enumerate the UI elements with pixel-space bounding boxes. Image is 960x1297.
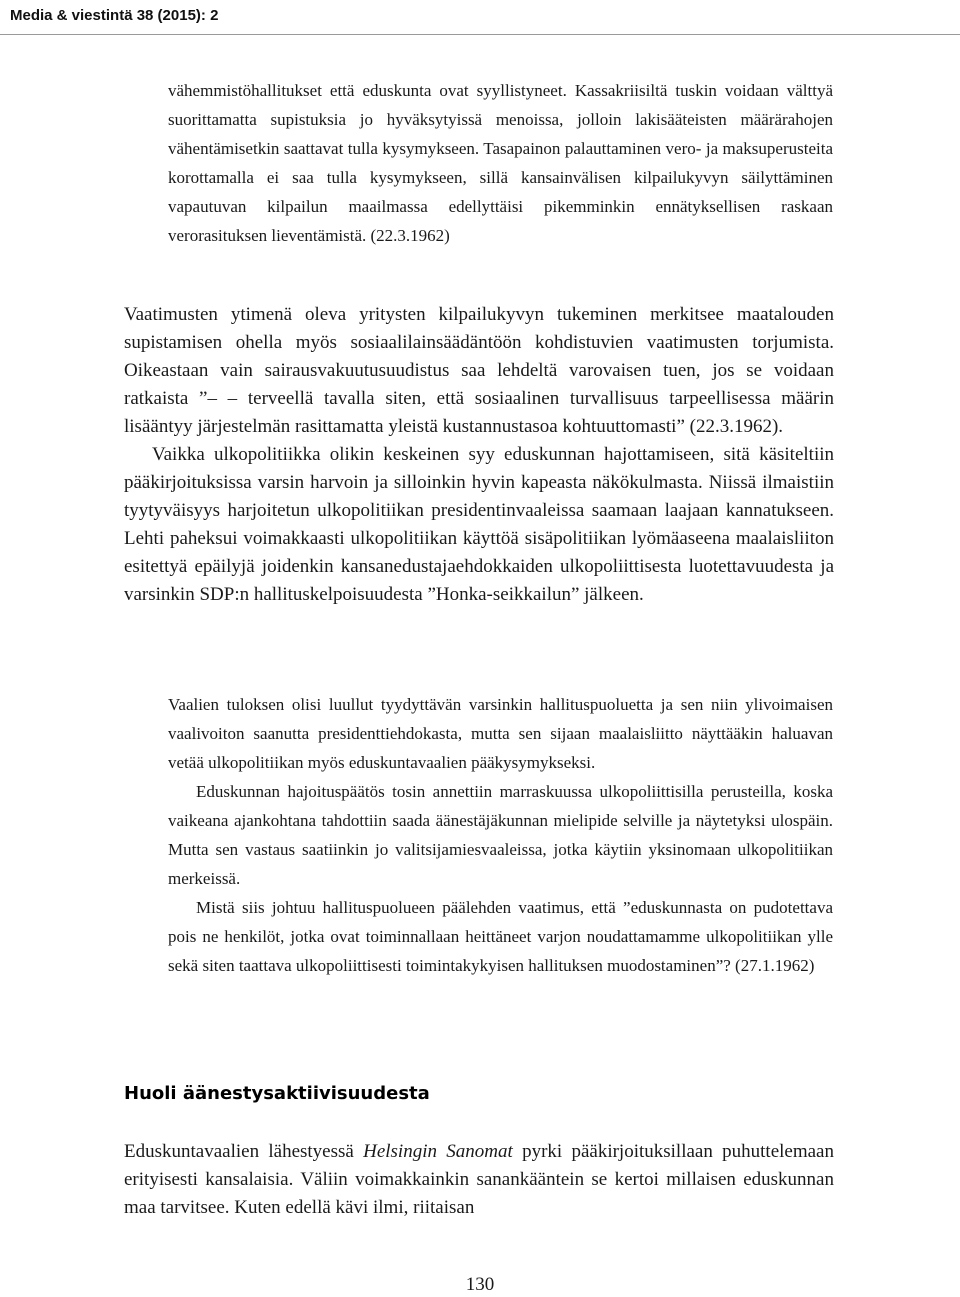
section-heading: Huoli äänestysaktiivisuudesta bbox=[124, 1083, 430, 1104]
text-run: pyrki pääkirjoituksillaan puhuttelemaan erityisesti kansalaisia. Väliin voimakkainkin sanankääntein se kertoi millaisen eduskunnan maa tarvitsee. Kuten edellä kävi ilmi, riitaisan bbox=[124, 1141, 834, 1218]
running-head bbox=[0, 0, 960, 35]
quote-paragraph: vähemmistöhallitukset että eduskunta ovat syyllistyneet. Kassakriisiltä tuskin voidaan välttyä suorittamatta supistuksia jo hyväksytyissä menoissa, jolloin lakisääteisten määrärahojen vähentämisetkin saattavat tulla kysymykseen. Tasapainon palauttaminen vero- ja maksuperusteita korottamalla ei saa tulla kysymykseen, sillä kansainvälisen kilpailukyvyn säilyttäminen vapautuvan kilpailun maailmassa edellyttäisi pikemminkin ennätyksellisen raskaan verorasituksen lieventämistä. (22.3.1962) bbox=[168, 81, 833, 245]
body-paragraph: Vaikka ulkopolitiikka olikin keskeinen syy eduskunnan hajottamiseen, sitä käsiteltiin pääkirjoituksissa varsin harvoin ja silloinkin hyvin kapeasta näkökulmasta. Niissä ilmaistiin tyytyväisyys harjoitetun ulkopolitiikan presidentinvaaleissa saamaan laajaan kannatukseen. Lehti paheksui voimakkaasti ulkopolitiikan käyttöä sisäpolitiikan lyömäaseena maalaisliiton esitettyä epäilyjä joidenkin kansanedustajaehdokkaiden ulkopoliittisesta luotettavuudesta ja varsinkin SDP:n hallituskelpoisuudesta ”Honka-seikkailun” jälkeen. bbox=[124, 444, 834, 605]
quote-paragraph: Mistä siis johtuu hallituspuolueen päälehden vaatimus, että ”eduskunnasta on pudotettava pois ne henkilöt, jotka ovat toiminnallaan heittäneet varjon noudattamamme ulkopolitiikan ylle sekä siten taattava ulkopoliittisesti toimintakykyisen hallituksen muodostaminen”? (27.1.1962) bbox=[168, 898, 833, 975]
quote-paragraph: Eduskunnan hajoituspäätös tosin annettiin marraskuussa ulkopoliittisilla perusteilla, koska vaikeana ajankohtana tahdottiin saada äänestäjäkunnan mielipide selville ja näytetyksi ulospäin. Mutta sen vastaus saatiinkin jo valitsijamiesvaaleissa, jotka käytiin yksinomaan ulkopolitiikan merkeissä. bbox=[168, 782, 833, 888]
body-text-1 bbox=[124, 301, 834, 609]
quote-paragraph: Vaalien tuloksen olisi luullut tyydyttävän varsinkin hallituspuoluetta ja sen niin ylivoimaisen vaalivoiton saanutta presidenttiehdokasta, mutta sen sijaan maalaisliitto näyttääkin haluavan vetää ulkopolitiikan myös eduskuntavaalien pääkysymykseksi. bbox=[168, 695, 833, 772]
journal-title: Media & viestintä 38 (2015): 2 bbox=[10, 7, 219, 24]
text-run: Eduskuntavaalien lähestyessä bbox=[124, 1141, 364, 1162]
body-paragraph bbox=[124, 1138, 834, 1222]
block-quote-1 bbox=[168, 76, 833, 250]
newspaper-title: Helsingin Sanomat bbox=[363, 1141, 513, 1162]
block-quote-2 bbox=[168, 690, 833, 980]
page-number: 130 bbox=[465, 1274, 495, 1295]
body-paragraph: Vaatimusten ytimenä oleva yritysten kilpailukyvyn tukeminen merkitsee maatalouden supistamisen ohella myös sosiaalilainsäädäntöön kohdistuvien vaatimusten torjumista. Oikeastaan vain sairausvakuutusuudistus saa lehdeltä varovaisen tuen, jos se voidaan ratkaista ”– – terveellä tavalla siten, että sosiaalinen turvallisuus tarpeellisessa määrin lisääntyy järjestelmän rasittamatta yleistä kustannustasoa kohtuuttomasti” (22.3.1962). bbox=[124, 304, 834, 437]
body-text-2 bbox=[124, 1138, 834, 1222]
